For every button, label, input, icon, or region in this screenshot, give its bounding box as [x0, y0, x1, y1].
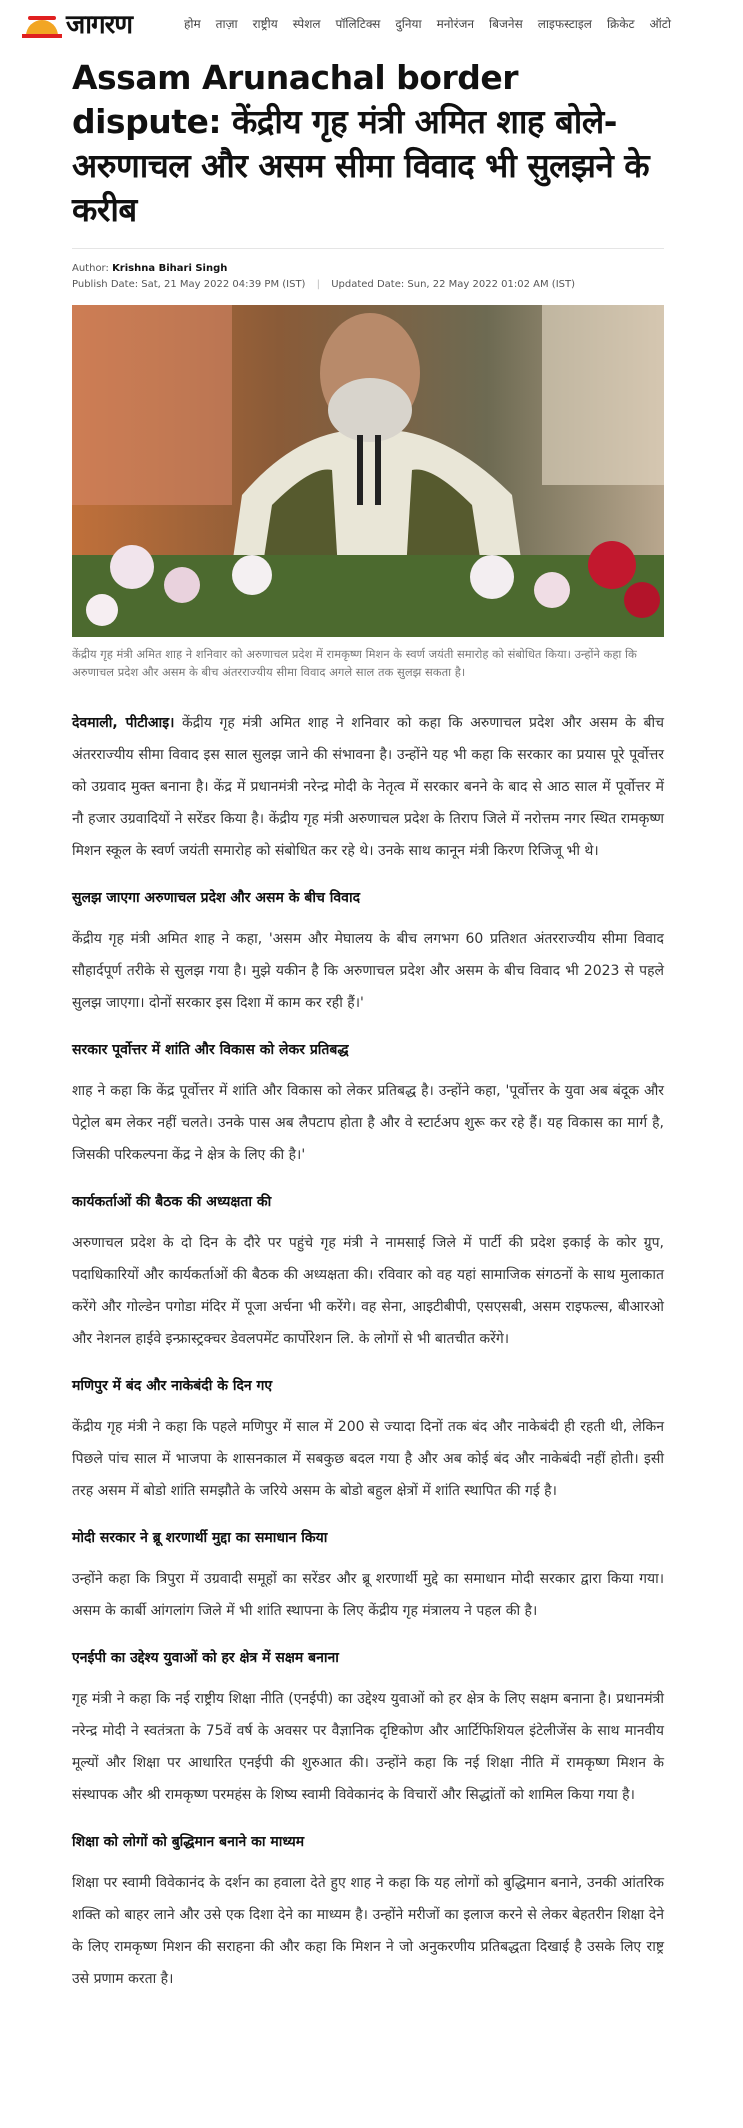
- nav-item-business[interactable]: बिजनेस: [489, 17, 523, 31]
- section-paragraph: केंद्रीय गृह मंत्री अमित शाह ने कहा, 'असम और मेघालय के बीच लगभग 60 प्रतिशत अंतरराज्यीय सीमा विवाद सौहार्दपूर्ण तरीके से सुलझ गया है। मुझे यकीन है कि अरुणाचल प्रदेश और असम के बीच विवाद भी 2023 से पहले सुलझ जाएगा। दोनों सरकार इस दिशा में काम कर रही हैं।': [72, 931, 664, 1011]
- nav-item-auto[interactable]: ऑटो: [649, 17, 671, 31]
- section-paragraph: केंद्रीय गृह मंत्री ने कहा कि पहले मणिपुर में साल में 200 से ज्यादा दिनों तक बंद और नाकेबंदी ही रहती थी, लेकिन पिछले पांच साल में भाजपा के शासनकाल में सबकुछ बदल गया है और अब कोई बंद और नाकेबंदी नहीं होती। इसी तरह असम में बोडो शांति समझौते के जरिये असम के बोडो बहुल क्षेत्रों में शांति स्थापित की गई है।: [72, 1419, 664, 1499]
- logo-text: जागरण: [66, 10, 133, 40]
- article-body: [72, 707, 664, 1995]
- hero-image[interactable]: [72, 305, 664, 637]
- article-meta: [72, 261, 664, 293]
- section-paragraph: अरुणाचल प्रदेश के दो दिन के दौरे पर पहुंचे गृह मंत्री ने नामसाई जिले में पार्टी की प्रदेश इकाई के कोर ग्रुप, पदाधिकारियों और कार्यकर्ताओं की बैठक की अध्यक्षता की। रविवार को वह यहां सामाजिक संगठनों के साथ मुलाकात करेंगे और गोल्डेन पगोडा मंदिर में पूजा अर्चना भी करेंगे। वह सेना, आइटीबीपी, एसएसबी, असम राइफल्स, बीआरओ और नेशनल हाईवे इन्फ्रास्ट्रक्चर डेवलपमेंट कार्पोरेशन लि. के लोगों से भी बातचीत करेंगे।: [72, 1235, 664, 1347]
- section-paragraph: शिक्षा पर स्वामी विवेकानंद के दर्शन का हवाला देते हुए शाह ने कहा कि यह लोगों को बुद्धिमान बनाने, उनकी आंतरिक शक्ति को बाहर लाने और उसे एक दिशा देने का माध्यम है। उन्होंने मरीजों का इलाज करने से लेकर बेहतरीन शिक्षा देने के लिए रामकृष्ण मिशन की सराहना की और कहा कि मिशन ने जो अनुकरणीय प्रतिबद्धता दिखाई है उसके लिए राष्ट्र उसे प्रणाम करता है।: [72, 1875, 664, 1987]
- sun-logo-icon: [22, 12, 62, 38]
- section-heading: एनईपी का उद्देश्य युवाओं को हर क्षेत्र में सक्षम बनाना: [72, 1650, 339, 1666]
- section-heading: मोदी सरकार ने ब्रू शरणार्थी मुद्दा का समाधान किया: [72, 1530, 328, 1546]
- section-paragraph: गृह मंत्री ने कहा कि नई राष्ट्रीय शिक्षा नीति (एनईपी) का उद्देश्य युवाओं को हर क्षेत्र के लिए सक्षम बनाना है। प्रधानमंत्री नरेन्द्र मोदी ने स्वतंत्रता के 75वें वर्ष के अवसर पर वैज्ञानिक दृष्टिकोण और आर्टिफिशियल इंटेलीजेंस के साथ मानवीय मूल्यों और शिक्षा पर आधारित एनईपी की शुरुआत की। उन्होंने कहा कि नई शिक्षा नीति में रामकृष्ण मिशन के संस्थापक और श्री रामकृष्ण परमहंस के शिष्य स्वामी विवेकानंद के विचारों और सिद्धांतों को शामिल किया गया है।: [72, 1691, 664, 1803]
- author-label: Author:: [72, 263, 109, 274]
- updated-date: Updated Date: Sun, 22 May 2022 01:02 AM (IST): [331, 279, 576, 290]
- date-line: [72, 277, 664, 293]
- nav-item-special[interactable]: स्पेशल: [292, 17, 321, 31]
- nav-item-politics[interactable]: पॉलिटिक्स: [335, 17, 381, 31]
- main-nav: [184, 14, 686, 34]
- nav-item-lifestyle[interactable]: लाइफस्टाइल: [537, 17, 592, 31]
- section-heading: शिक्षा को लोगों को बुद्धिमान बनाने का माध्यम: [72, 1834, 305, 1850]
- section-paragraph: शाह ने कहा कि केंद्र पूर्वोत्तर में शांति और विकास को लेकर प्रतिबद्ध है। उन्होंने कहा, 'पूर्वोत्तर के युवा अब बंदूक और पेट्रोल बम लेकर नहीं चलते। उनके पास अब लैपटाप होता है और वे स्टार्टअप शुरू कर रहे हैं। यह विकास का मार्ग है, जिसकी परिकल्पना केंद्र ने क्षेत्र के लिए की है।': [72, 1083, 664, 1163]
- section-heading: सरकार पूर्वोत्तर में शांति और विकास को लेकर प्रतिबद्ध: [72, 1042, 349, 1058]
- section-heading: सुलझ जाएगा अरुणाचल प्रदेश और असम के बीच विवाद: [72, 890, 361, 906]
- nav-item-cricket[interactable]: क्रिकेट: [606, 17, 635, 31]
- author-name[interactable]: Krishna Bihari Singh: [112, 263, 228, 274]
- nav-item-entertainment[interactable]: मनोरंजन: [436, 17, 475, 31]
- site-header: [0, 0, 743, 50]
- nav-item-latest[interactable]: ताज़ा: [215, 17, 238, 31]
- title-divider: [72, 248, 664, 249]
- nav-item-world[interactable]: दुनिया: [395, 17, 422, 31]
- date-separator: |: [316, 279, 321, 290]
- nav-item-national[interactable]: राष्ट्रीय: [252, 17, 278, 31]
- publish-date: Publish Date: Sat, 21 May 2022 04:39 PM (IST): [72, 279, 306, 290]
- hero-caption: केंद्रीय गृह मंत्री अमित शाह ने शनिवार को अरुणाचल प्रदेश में रामकृष्ण मिशन के स्वर्ण जयंती समारोह को संबोधित किया। उन्होंने कहा कि अरुणाचल प्रदेश और असम के बीच अंतरराज्यीय सीमा विवाद अगले साल तक सुलझ सकता है।: [72, 647, 637, 679]
- author-line: [72, 261, 664, 277]
- article: [72, 56, 664, 2015]
- intro-text: केंद्रीय गृह मंत्री अमित शाह ने शनिवार को कहा कि अरुणाचल प्रदेश और असम के बीच अंतरराज्यीय सीमा विवाद इस साल सुलझ जाने की संभावना है। उन्होंने यह भी कहा कि सरकार का प्रयास पूरे पूर्वोत्तर को उग्रवाद मुक्त बनाना है। केंद्र में प्रधानमंत्री नरेन्द्र मोदी के नेतृत्व में सरकार बनने के बाद से आठ साल में पूर्वोत्तर में नौ हजार उग्रवादियों ने सरेंडर किया है। केंद्रीय गृह मंत्री अरुणाचल प्रदेश के तिराप जिले में नरोत्तम नगर स्थित रामकृष्ण मिशन स्कूल के स्वर्ण जयंती समारोह को संबोधित कर रहे थे। उनके साथ कानून मंत्री किरण रिजिजू भी थे।: [72, 715, 664, 859]
- dateline: देवमाली, पीटीआइ।: [72, 715, 175, 731]
- speaker-photo: [72, 305, 664, 637]
- jagran-logo[interactable]: [22, 10, 157, 40]
- nav-item-home[interactable]: होम: [184, 17, 201, 31]
- section-paragraph: उन्होंने कहा कि त्रिपुरा में उग्रवादी समूहों का सरेंडर और ब्रू शरणार्थी मुद्दे का समाधान मोदी सरकार द्वारा किया गया। असम के कार्बी आंगलांग जिले में भी शांति स्थापना के लिए केंद्रीय गृह मंत्रालय ने पहल की है।: [72, 1571, 664, 1619]
- section-heading: मणिपुर में बंद और नाकेबंदी के दिन गए: [72, 1378, 273, 1394]
- section-heading: कार्यकर्ताओं की बैठक की अध्यक्षता की: [72, 1194, 272, 1210]
- intro-paragraph: [72, 707, 664, 867]
- article-title: Assam Arunachal border dispute: केंद्रीय गृह मंत्री अमित शाह बोले- अरुणाचल और असम सीमा विवाद भी सुलझने के करीब: [72, 58, 650, 229]
